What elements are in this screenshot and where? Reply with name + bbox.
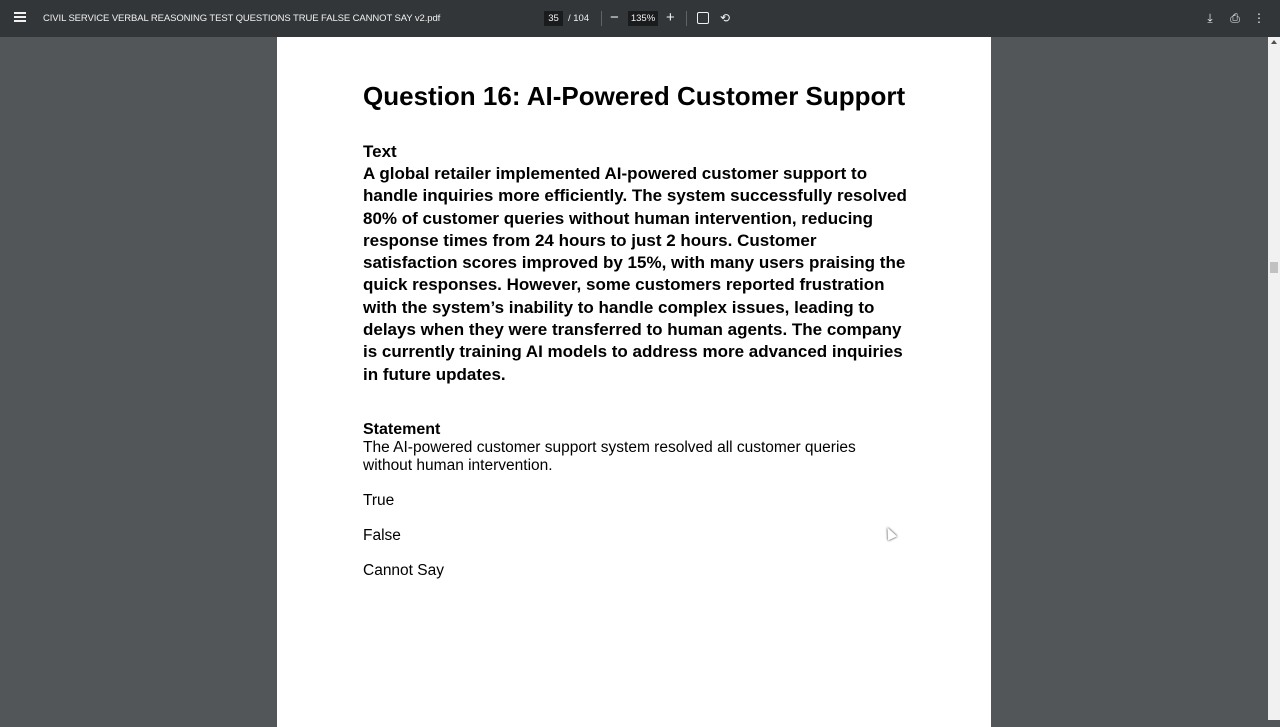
divider	[686, 11, 687, 26]
option-false: False	[363, 526, 401, 544]
pdf-toolbar	[0, 0, 1280, 37]
page-number-input[interactable]: 35	[544, 11, 563, 26]
zoom-in-button[interactable]: +	[666, 9, 675, 26]
more-options-icon[interactable]: ⋮	[1253, 11, 1265, 25]
question-heading: Question 16: AI-Powered Customer Support	[363, 81, 906, 111]
zoom-level-input[interactable]: 135%	[628, 11, 658, 26]
menu-icon[interactable]	[14, 12, 26, 22]
statement-text: The AI-powered customer support system resolved all customer queries without human intervention.	[363, 438, 856, 474]
divider	[601, 11, 602, 26]
page-total: / 104	[568, 13, 590, 24]
option-cannot-say: Cannot Say	[363, 561, 444, 579]
scrollbar[interactable]	[1268, 37, 1280, 720]
text-label: Text	[363, 142, 397, 161]
option-true: True	[363, 491, 395, 509]
download-icon[interactable]: ⤓	[1207, 11, 1213, 25]
passage-text: A global retailer implemented AI-powered customer support to handle inquiries more efficiently. The system successfully resolved 80% of customer queries without human intervention, reducing response times from 24 hours to just 2 hours. Customer satisfaction scores improved by 15%, with many users praising the quick responses. However, some customers reported frustration with the system’s inability to handle complex issues, leading to delays when they were transferred to human agents. The company is currently training AI models to address more advanced inquiries in future updates.	[363, 164, 907, 384]
print-icon[interactable]: ⎙	[1230, 11, 1240, 25]
pdf-page	[277, 37, 991, 727]
statement-label: Statement	[363, 420, 441, 438]
scrollbar-thumb[interactable]	[1270, 262, 1278, 273]
document-title: CIVIL SERVICE VERBAL REASONING TEST QUESTIONS TRUE FALSE CANNOT SAY v2.pdf	[43, 13, 441, 24]
zoom-out-button[interactable]: −	[610, 9, 619, 26]
fit-page-icon[interactable]	[697, 12, 709, 24]
rotate-icon[interactable]: ⟲	[719, 11, 731, 25]
scroll-up-icon[interactable]	[1271, 40, 1277, 44]
